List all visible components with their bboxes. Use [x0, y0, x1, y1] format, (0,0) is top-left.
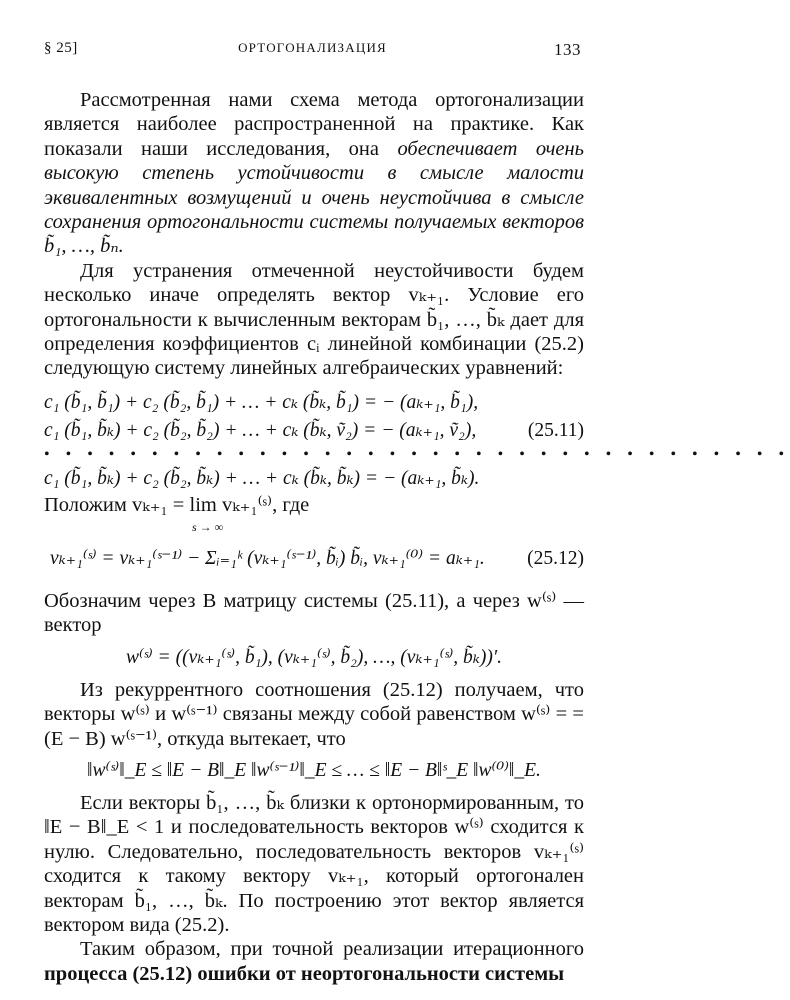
paragraph-1-tail: b̃₁, …, b̃ₙ. [44, 235, 124, 258]
paragraph-5: Если векторы b̃₁, …, b̃ₖ близки к ортонормированным, то ‖E − B‖_E < 1 и последовательность векторов w⁽ˢ⁾ сходится к нулю. Следовательно, последовательность векторов vₖ₊₁⁽ˢ⁾ сходится к такому вектору vₖ₊₁, который ортогонален векторам b̃₁, …, b̃ₖ. По построению этот вектор является вектором вида (25.2). [44, 791, 584, 936]
paragraph-6-text: Таким образом, при точной реализации итерационного [80, 938, 584, 961]
paragraph-1 [44, 88, 584, 259]
paragraph-6-bold: процесса (25.12) ошибки от неортогональности системы [44, 962, 565, 985]
paragraph-2: Для устранения отмеченной неустойчивости будем несколько иначе определять вектор vₖ₊₁. Условие его ортогональности к вычисленным векторам b̃₁, …, b̃ₖ дает для определения коэффициентов cᵢ линейной комбинации (25.2) следующую систему линейных алгебраических уравнений: [44, 259, 584, 380]
page-body [44, 88, 790, 986]
system-ellipsis-row: • • • • • • • • • • • • • • • • • • • • • • • • • • • • • • • • • • • [44, 445, 790, 463]
system-line-2-text: c₁ (b̃₁, b̃ₖ) + c₂ (b̃₂, b̃₂) + … + cₖ (b̃ₖ, ṽ₂) = − (aₖ₊₁, ṽ₂), [44, 419, 477, 441]
paragraph-1-italic: обеспечивает очень высокую степень устойчивости в смысле малости эквивалентных возмущений и очень неустойчива в смысле сохранения ортогональности системы получаемых векторов [44, 137, 584, 234]
equation-25-12 [44, 537, 584, 581]
section-mark: § 25] [44, 40, 78, 56]
equation-25-12-text: vₖ₊₁⁽ˢ⁾ = vₖ₊₁⁽ˢ⁻¹⁾ − Σᵢ₌₁ᵏ (vₖ₊₁⁽ˢ⁻¹⁾, b̃ᵢ) b̃ᵢ, vₖ₊₁⁽⁰⁾ = aₖ₊₁. [50, 547, 485, 569]
paragraph-6 [44, 937, 584, 986]
system-line-2 [44, 417, 584, 445]
system-line-3: c₁ (b̃₁, b̃ₖ) + c₂ (b̃₂, b̃ₖ) + … + cₖ (b̃ₖ, b̃ₖ) = − (aₖ₊₁, b̃ₖ). [44, 467, 480, 489]
let-line [44, 493, 584, 534]
page-number: 133 [554, 40, 581, 59]
equation-w-definition: w⁽ˢ⁾ = ((vₖ₊₁⁽ˢ⁾, b̃₁), (vₖ₊₁⁽ˢ⁾, b̃₂), …, (vₖ₊₁⁽ˢ⁾, b̃ₖ))′. [125, 646, 503, 668]
system-line-1: c₁ (b̃₁, b̃₁) + c₂ (b̃₂, b̃₁) + … + cₖ (b̃ₖ, b̃₁) = − (aₖ₊₁, b̃₁), [44, 391, 479, 413]
paragraph-1-text: Рассмотренная нами схема метода ортогонализации является наиболее распространенной на практике. Как показали наши исследования, она [44, 89, 584, 160]
equation-number-25-11: (25.11) [527, 419, 584, 441]
paragraph-4: Из рекуррентного соотношения (25.12) получаем, что векторы w⁽ˢ⁾ и w⁽ˢ⁻¹⁾ связаны между собой равенством w⁽ˢ⁾ = = (E − B) w⁽ˢ⁻¹⁾, откуда вытекает, что [44, 678, 584, 750]
equation-number-25-12: (25.12) [527, 547, 584, 569]
running-header [44, 40, 581, 64]
let-line-text: Положим vₖ₊₁ = lim vₖ₊₁⁽ˢ⁾, где [44, 493, 310, 516]
paragraph-3: Обозначим через B матрицу системы (25.11), а через w⁽ˢ⁾ — вектор [44, 589, 584, 637]
limit-subscript: s → ∞ [192, 519, 224, 534]
chapter-title: ОРТОГОНАЛИЗАЦИЯ [238, 40, 387, 55]
equation-norm-chain: ‖w⁽ˢ⁾‖_E ≤ ‖E − B‖_E ‖w⁽ˢ⁻¹⁾‖_E ≤ … ≤ ‖E − B‖ˢ_E ‖w⁽⁰⁾‖_E. [87, 759, 541, 781]
